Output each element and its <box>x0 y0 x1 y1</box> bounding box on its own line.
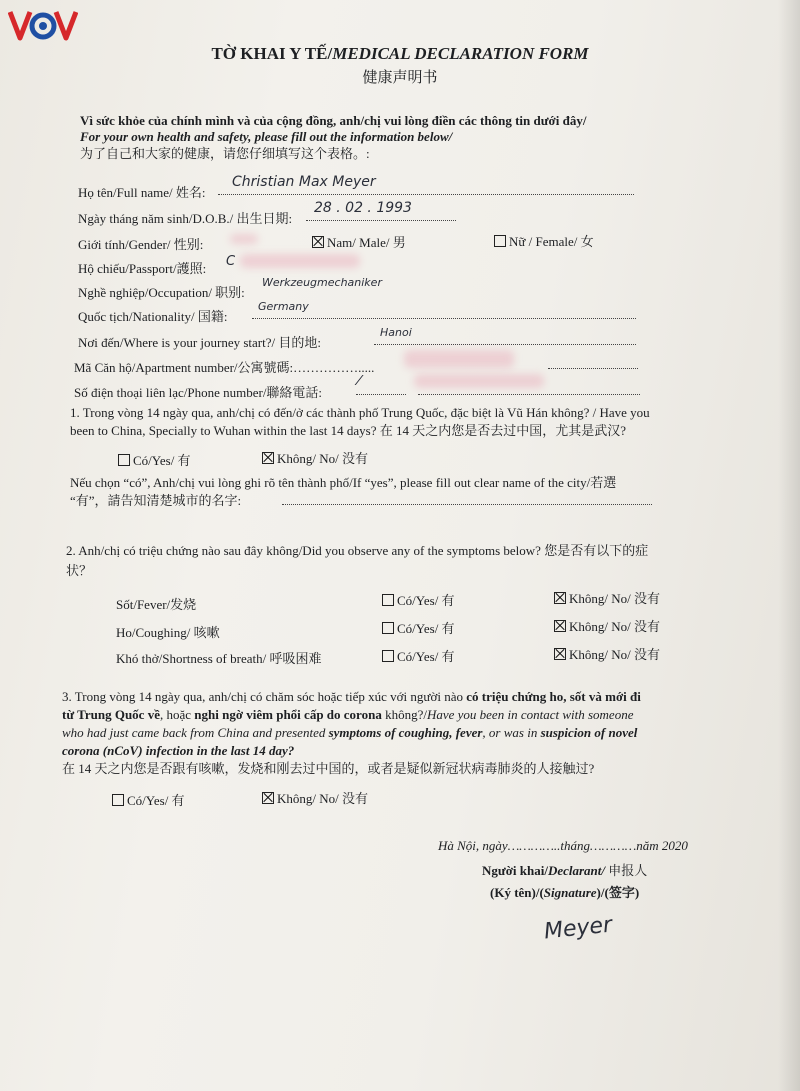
q1-followup-1: Nếu chọn “có”, Anh/chị vui lòng ghi rõ tên thành phố/If “yes”, please fill out clear name of the city/若選 <box>70 475 617 490</box>
breath-yes-option[interactable]: Có/Yes/ 有 <box>382 646 455 665</box>
signature-value: Meyer <box>542 912 614 945</box>
q3-no-checkbox[interactable] <box>262 792 274 804</box>
q3-no-option[interactable]: Không/ No/ 没有 <box>262 788 368 807</box>
q3-text-3: who had just came back from China and presented symptoms of coughing, fever, or was in suspicion of novel <box>62 725 638 740</box>
redacted-passport <box>240 254 360 268</box>
name-line <box>218 194 634 195</box>
cough-no-checkbox[interactable] <box>554 620 566 632</box>
phone-label: Số điện thoại liên lạc/Phone number/聯絡電話: <box>74 385 323 400</box>
breath-no-checkbox[interactable] <box>554 648 566 660</box>
q1-text-1: 1. Trong vòng 14 ngày qua, anh/chị có đến/ở các thành phố Trung Quốc, đặc biệt là Vũ Hán không? / Have you <box>70 405 650 420</box>
phone-dash-mark: ⁄ <box>358 374 361 389</box>
apartment-label: Mã Căn hộ/Apartment number/公寓號碼:……………..... <box>74 360 375 375</box>
gender-label: Giới tính/Gender/ 性别: <box>78 237 204 252</box>
q1-no-checkbox[interactable] <box>262 452 274 464</box>
intro-vi: Vì sức khỏe của chính mình và của cộng đồng, anh/chị vui lòng điền các thông tin dưới đây/ <box>80 113 587 128</box>
journey-line <box>374 344 636 345</box>
q3-text-4: corona (nCoV) infection in the last 14 day? <box>62 743 295 758</box>
form-title: TỜ KHAI Y TẾ/MEDICAL DECLARATION FORM <box>211 44 589 63</box>
dob-label: Ngày tháng năm sinh/D.O.B./ 出生日期: <box>78 211 293 226</box>
symptom-cough-label: Ho/Coughing/ 咳嗽 <box>116 625 220 640</box>
journey-value: Hanoi <box>380 326 412 339</box>
vov-logo <box>8 6 78 46</box>
form-subtitle: 健康声明书 <box>362 70 438 86</box>
q1-yes-option[interactable]: Có/Yes/ 有 <box>118 450 191 469</box>
passport-label: Hộ chiếu/Passport/護照: <box>78 261 207 276</box>
date-line: Hà Nội, ngày…………..tháng…………năm 2020 <box>438 838 688 853</box>
breath-yes-checkbox[interactable] <box>382 650 394 662</box>
phone-line-a <box>356 394 406 395</box>
q3-yes-checkbox[interactable] <box>112 794 124 806</box>
cough-yes-checkbox[interactable] <box>382 622 394 634</box>
gender-female-option[interactable]: Nữ / Female/ 女 <box>494 231 594 250</box>
redacted-mark <box>230 234 258 244</box>
breath-no-option[interactable]: Không/ No/ 没有 <box>554 644 660 663</box>
fever-no-checkbox[interactable] <box>554 592 566 604</box>
q3-text-2: từ Trung Quốc về, hoặc nghi ngờ viêm phổi cấp do corona không?/Have you been in contact with someone <box>62 707 634 722</box>
dob-value: 28 . 02 . 1993 <box>314 200 412 216</box>
name-value: Christian Max Meyer <box>232 174 376 190</box>
passport-value: C <box>226 254 236 269</box>
cough-no-option[interactable]: Không/ No/ 没有 <box>554 616 660 635</box>
intro-zh: 为了自己和大家的健康，请您仔细填写这个表格。: <box>80 146 370 161</box>
symptom-fever-label: Sốt/Fever/发烧 <box>116 597 197 612</box>
q2-text-1: 2. Anh/chị có triệu chứng nào sau đây không/Did you observe any of the symptoms below? 您是否有以下的症 <box>66 543 649 558</box>
declarant-label: Người khai/Declarant/ 申报人 <box>482 863 648 878</box>
name-label: Họ tên/Full name/ 姓名: <box>78 185 206 200</box>
dob-line <box>306 220 456 221</box>
signature-label: (Ký tên)/(Signature)/(签字) <box>490 885 640 900</box>
q1-no-option[interactable]: Không/ No/ 没有 <box>262 448 368 467</box>
nationality-label: Quốc tịch/Nationality/ 国籍: <box>78 309 228 324</box>
q3-text-1: 3. Trong vòng 14 ngày qua, anh/chị có chăm sóc hoặc tiếp xúc với người nào có triệu chứng ho, sốt và mới đi <box>62 689 641 704</box>
q1-text-2: been to China, Specially to Wuhan within the last 14 days? 在 14 天之内您是否去过中国，尤其是武汉? <box>70 423 627 438</box>
male-checkbox[interactable] <box>312 236 324 248</box>
apartment-line <box>548 368 638 369</box>
phone-line-b <box>418 394 640 395</box>
fever-yes-option[interactable]: Có/Yes/ 有 <box>382 590 455 609</box>
fever-yes-checkbox[interactable] <box>382 594 394 606</box>
intro-en: For your own health and safety, please fill out the information below/ <box>80 129 453 144</box>
q1-yes-checkbox[interactable] <box>118 454 130 466</box>
cough-yes-option[interactable]: Có/Yes/ 有 <box>382 618 455 637</box>
occupation-label: Nghề nghiệp/Occupation/ 职别: <box>78 285 245 300</box>
fever-no-option[interactable]: Không/ No/ 没有 <box>554 588 660 607</box>
redacted-apartment <box>404 350 514 368</box>
q1-city-line <box>282 504 652 505</box>
occupation-value: Werkzeugmechaniker <box>262 276 382 289</box>
nationality-line <box>252 318 636 319</box>
symptom-breath-label: Khó thở/Shortness of breath/ 呼吸困难 <box>116 651 322 666</box>
paper-edge-shadow <box>778 0 800 1091</box>
gender-male-option[interactable]: Nam/ Male/ 男 <box>312 232 406 251</box>
q3-yes-option[interactable]: Có/Yes/ 有 <box>112 790 185 809</box>
redacted-phone <box>414 374 544 388</box>
q1-followup-2: “有”，請告知清楚城市的名字: <box>70 493 242 508</box>
journey-label: Nơi đến/Where is your journey start?/ 目的地: <box>78 335 321 350</box>
q2-text-2: 状？ <box>66 563 93 578</box>
female-checkbox[interactable] <box>494 235 506 247</box>
nationality-value: Germany <box>258 300 309 313</box>
q3-text-5: 在 14 天之内您是否跟有咳嗽，发烧和刚去过中国的，或者是疑似新冠状病毒肺炎的人接触过? <box>62 761 595 776</box>
